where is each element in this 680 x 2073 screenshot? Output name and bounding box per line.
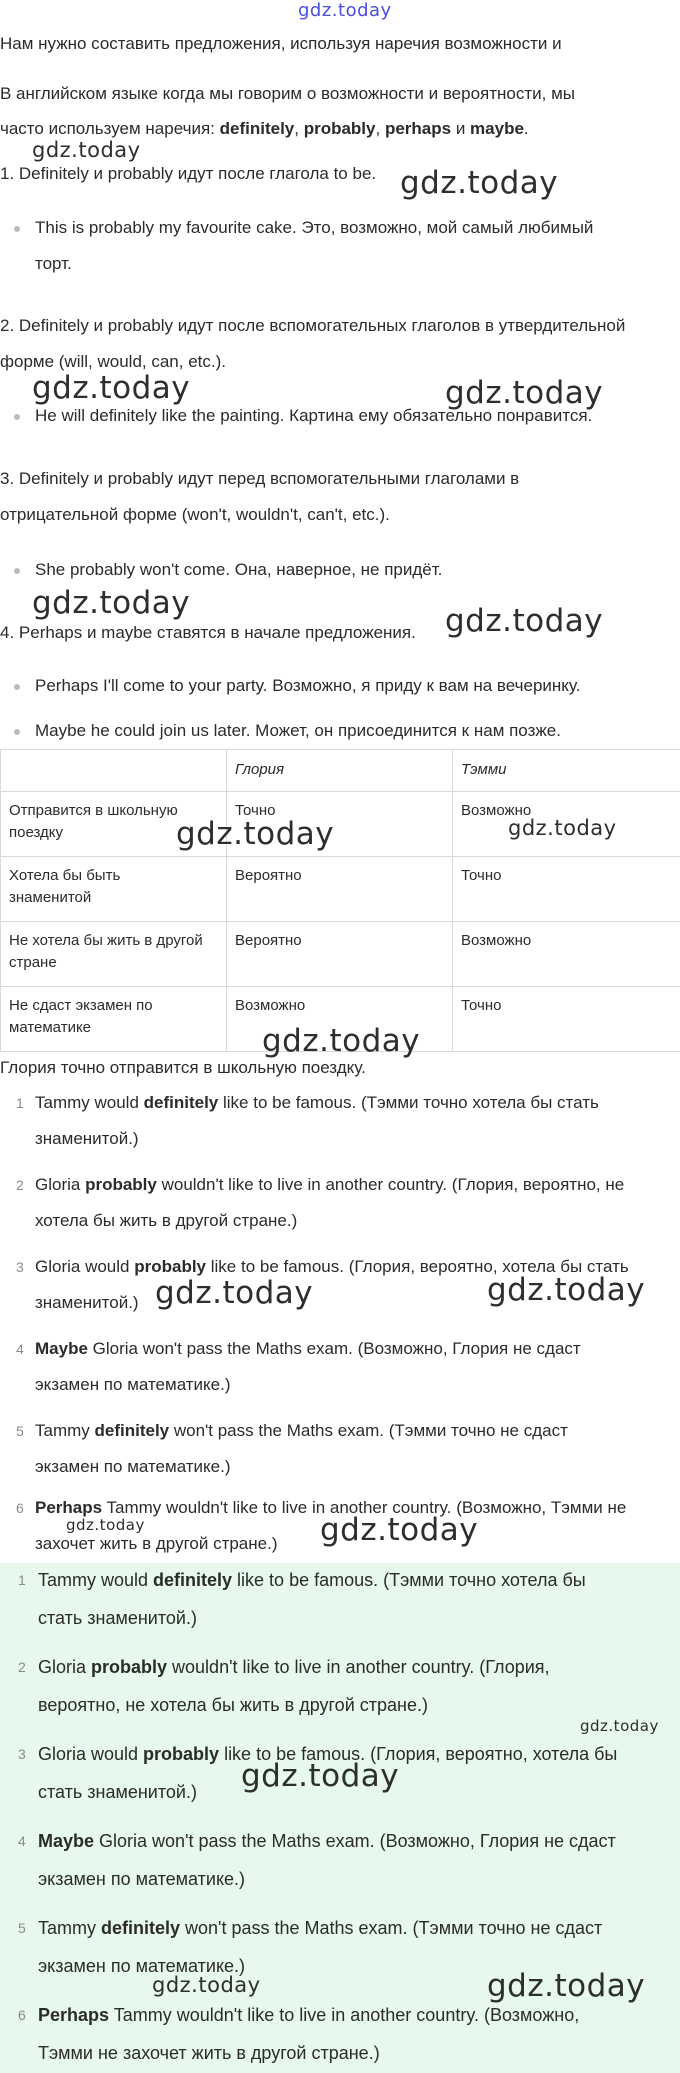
answer-text: Tammy would xyxy=(35,1093,144,1112)
answer-number: 5 xyxy=(18,1920,26,1936)
label-line: поездку xyxy=(9,824,64,841)
separator: , xyxy=(294,119,304,138)
rule-2-l1: 2. Definitely и probably идут после вспомогательных глаголов в утвердительной xyxy=(0,316,626,335)
table-cell-gloria: Точно xyxy=(227,792,453,857)
table-header-tammy: Тэмми xyxy=(453,750,680,792)
answer-adverb: definitely xyxy=(94,1421,170,1440)
answer-number: 6 xyxy=(18,2007,26,2023)
bullet-icon xyxy=(14,729,20,735)
table-row xyxy=(1,857,680,922)
answer-text: Gloria won't pass the Maths exam. (Возможно, Глория не сдаст xyxy=(94,1831,616,1851)
answer-adverb: Maybe xyxy=(38,1831,95,1851)
answer-number: 5 xyxy=(16,1423,24,1439)
rule-1-example-l1: This is probably my favourite cake. Это, возможно, мой самый любимый xyxy=(35,218,594,237)
answer-line xyxy=(38,1561,586,1599)
watermark: gdz.today xyxy=(66,1516,145,1534)
answer-line: вероятно, не хотела бы жить в другой стране.) xyxy=(38,1695,428,1715)
answer-line: Тэмми не захочет жить в другой стране.) xyxy=(38,2043,380,2063)
answer-number: 3 xyxy=(18,1746,26,1762)
adverb-definitely: definitely xyxy=(219,119,295,138)
rule-2-example: He will definitely like the painting. Картина ему обязательно понравится. xyxy=(35,406,593,425)
rule-4-example-2: Maybe he could join us later. Может, он присоединится к нам позже. xyxy=(35,721,561,740)
answer-line: экзамен по математике.) xyxy=(35,1375,231,1394)
label-line: Не хотела бы жить в другой xyxy=(9,932,203,949)
table-cell-label xyxy=(1,987,227,1052)
answer-line: знаменитой.) xyxy=(35,1293,139,1312)
watermark: gdz.today xyxy=(152,1973,261,1997)
table-cell-label xyxy=(1,922,227,987)
answer-text: wouldn't like to live in another country. (Глория, xyxy=(167,1657,550,1677)
label-line: Отправится в школьную xyxy=(9,802,178,819)
answer-adverb: definitely xyxy=(143,1093,219,1112)
answer-adverb: Maybe xyxy=(35,1339,88,1358)
label-line: математике xyxy=(9,1019,92,1036)
answer-text: like to be famous. (Глория, вероятно, хотела бы xyxy=(219,1744,618,1764)
answer-line xyxy=(38,1822,616,1860)
answer-line: экзамен по математике.) xyxy=(35,1457,231,1476)
answer-line xyxy=(35,1331,581,1367)
answer-text: Tammy xyxy=(38,1918,101,1938)
answer-line: стать знаменитой.) xyxy=(38,1782,197,1802)
adverb-perhaps: perhaps xyxy=(384,119,452,138)
watermark: gdz.today xyxy=(262,1023,421,1059)
table-cell-gloria: Вероятно xyxy=(227,857,453,922)
answer-line: знаменитой.) xyxy=(35,1129,139,1148)
watermark-header: gdz.today xyxy=(298,0,392,21)
rule-4: 4. Perhaps и maybe ставятся в начале предложения. xyxy=(0,623,416,642)
separator: , xyxy=(375,119,385,138)
answer-number: 1 xyxy=(16,1095,24,1111)
bullet-icon xyxy=(14,226,20,232)
answer-line: стать знаменитой.) xyxy=(38,1608,197,1628)
watermark: gdz.today xyxy=(445,603,604,639)
rule-2-l2: форме (will, would, can, etc.). xyxy=(0,352,226,371)
end-dot: . xyxy=(523,119,529,138)
label-line: Хотела бы быть xyxy=(9,867,121,884)
table-cell-gloria: Возможно xyxy=(227,987,453,1052)
answer-line: экзамен по математике.) xyxy=(38,1956,246,1976)
answer-line xyxy=(38,1996,579,2034)
bullet-icon xyxy=(14,684,20,690)
answer-text: Gloria xyxy=(35,1175,86,1194)
answer-number: 3 xyxy=(16,1259,24,1275)
watermark: gdz.today xyxy=(155,1275,314,1311)
answer-text: wouldn't like to live in another country. (Глория, вероятно, не xyxy=(156,1175,625,1194)
watermark: gdz.today xyxy=(400,165,559,201)
answer-text: like to be famous. (Глория, вероятно, хотела бы стать xyxy=(206,1257,629,1276)
answer-adverb: definitely xyxy=(101,1918,181,1938)
table-header-row xyxy=(1,750,680,792)
answer-text: Tammy wouldn't like to live in another country. (Возможно, xyxy=(109,2005,580,2025)
rule-4-example-1: Perhaps I'll come to your party. Возможно, я приду к вам на вечеринку. xyxy=(35,676,581,695)
table-cell-tammy: Точно xyxy=(453,857,680,922)
answer-adverb: Perhaps xyxy=(38,2005,110,2025)
answer-text: won't pass the Maths exam. (Тэмми точно не сдаст xyxy=(180,1918,603,1938)
answer-number: 1 xyxy=(18,1572,26,1588)
table-cell-label xyxy=(1,857,227,922)
watermark: gdz.today xyxy=(487,1968,646,2004)
watermark: gdz.today xyxy=(445,375,604,411)
rule-3-l1: 3. Definitely и probably идут перед вспомогательными глаголами в xyxy=(0,469,520,488)
label-line: Не сдаст экзамен по xyxy=(9,997,153,1014)
answer-number: 4 xyxy=(16,1341,24,1357)
watermark: gdz.today xyxy=(580,1717,659,1735)
watermark: gdz.today xyxy=(320,1512,479,1548)
example-line: Глория точно отправится в школьную поездку. xyxy=(0,1058,366,1077)
answer-line xyxy=(38,1909,602,1947)
answer-adverb: probably xyxy=(143,1744,220,1764)
label-line: знаменитой xyxy=(9,889,92,906)
answer-line xyxy=(35,1085,599,1121)
answer-line xyxy=(35,1413,568,1449)
answer-text: like to be famous. (Тэмми точно хотела бы стать xyxy=(218,1093,599,1112)
answer-line: экзамен по математике.) xyxy=(38,1869,246,1889)
answer-text: like to be famous. (Тэмми точно хотела бы xyxy=(232,1570,586,1590)
bullet-icon xyxy=(14,414,20,420)
bullet-icon xyxy=(14,568,20,574)
rule-1-example-l2: торт. xyxy=(35,254,72,273)
table-cell-gloria: Вероятно xyxy=(227,922,453,987)
answer-number: 2 xyxy=(18,1659,26,1675)
watermark: gdz.today xyxy=(176,816,335,852)
answer-text: Tammy wouldn't like to live in another country. (Возможно, Тэмми не xyxy=(102,1498,627,1517)
answer-text: Gloria would xyxy=(38,1744,144,1764)
table-cell-tammy: Точно xyxy=(453,987,680,1052)
answer-adverb: probably xyxy=(91,1657,168,1677)
label-line: стране xyxy=(9,954,57,971)
answer-line xyxy=(38,1648,550,1686)
answer-adverb: Perhaps xyxy=(35,1498,103,1517)
watermark: gdz.today xyxy=(487,1272,646,1308)
separator: и xyxy=(451,119,471,138)
answer-text: Gloria would xyxy=(35,1257,135,1276)
intro-line-3-text: часто используем наречия: xyxy=(0,119,220,138)
answer-number: 6 xyxy=(16,1500,24,1516)
watermark: gdz.today xyxy=(241,1758,400,1794)
answer-line: хотела бы жить в другой стране.) xyxy=(35,1211,298,1230)
watermark: gdz.today xyxy=(32,138,141,162)
answer-text: Gloria xyxy=(38,1657,92,1677)
table-row xyxy=(1,922,680,987)
rule-3-l2: отрицательной форме (won't, wouldn't, can't, etc.). xyxy=(0,505,390,524)
intro-line-2: В английском языке когда мы говорим о возможности и вероятности, мы xyxy=(0,84,575,103)
answer-text: Tammy xyxy=(35,1421,95,1440)
table-header-empty xyxy=(1,750,227,792)
answer-number: 4 xyxy=(18,1833,26,1849)
answer-adverb: definitely xyxy=(153,1570,233,1590)
adverb-probably: probably xyxy=(303,119,376,138)
answer-number: 2 xyxy=(16,1177,24,1193)
answer-adverb: probably xyxy=(85,1175,157,1194)
answer-line: захочет жить в другой стране.) xyxy=(35,1534,278,1553)
table-cell-tammy: Возможно xyxy=(453,922,680,987)
adverb-maybe: maybe xyxy=(470,119,524,138)
rule-1: 1. Definitely и probably идут после глагола to be. xyxy=(0,164,377,183)
rule-3-example: She probably won't come. Она, наверное, не придёт. xyxy=(35,560,443,579)
watermark: gdz.today xyxy=(32,370,191,406)
answer-text: won't pass the Maths exam. (Тэмми точно не сдаст xyxy=(169,1421,568,1440)
watermark: gdz.today xyxy=(508,816,617,840)
answer-adverb: probably xyxy=(134,1257,207,1276)
answer-line xyxy=(35,1167,624,1203)
answer-text: Tammy would xyxy=(38,1570,154,1590)
answer-text: Gloria won't pass the Maths exam. (Возможно, Глория не сдаст xyxy=(87,1339,581,1358)
intro-line-1: Нам нужно составить предложения, используя наречия возможности и xyxy=(0,34,562,53)
table-cell-tammy: Возможно xyxy=(453,792,680,857)
table-header-gloria: Глория xyxy=(227,750,453,792)
comparison-table xyxy=(0,749,680,1052)
watermark: gdz.today xyxy=(32,585,191,621)
